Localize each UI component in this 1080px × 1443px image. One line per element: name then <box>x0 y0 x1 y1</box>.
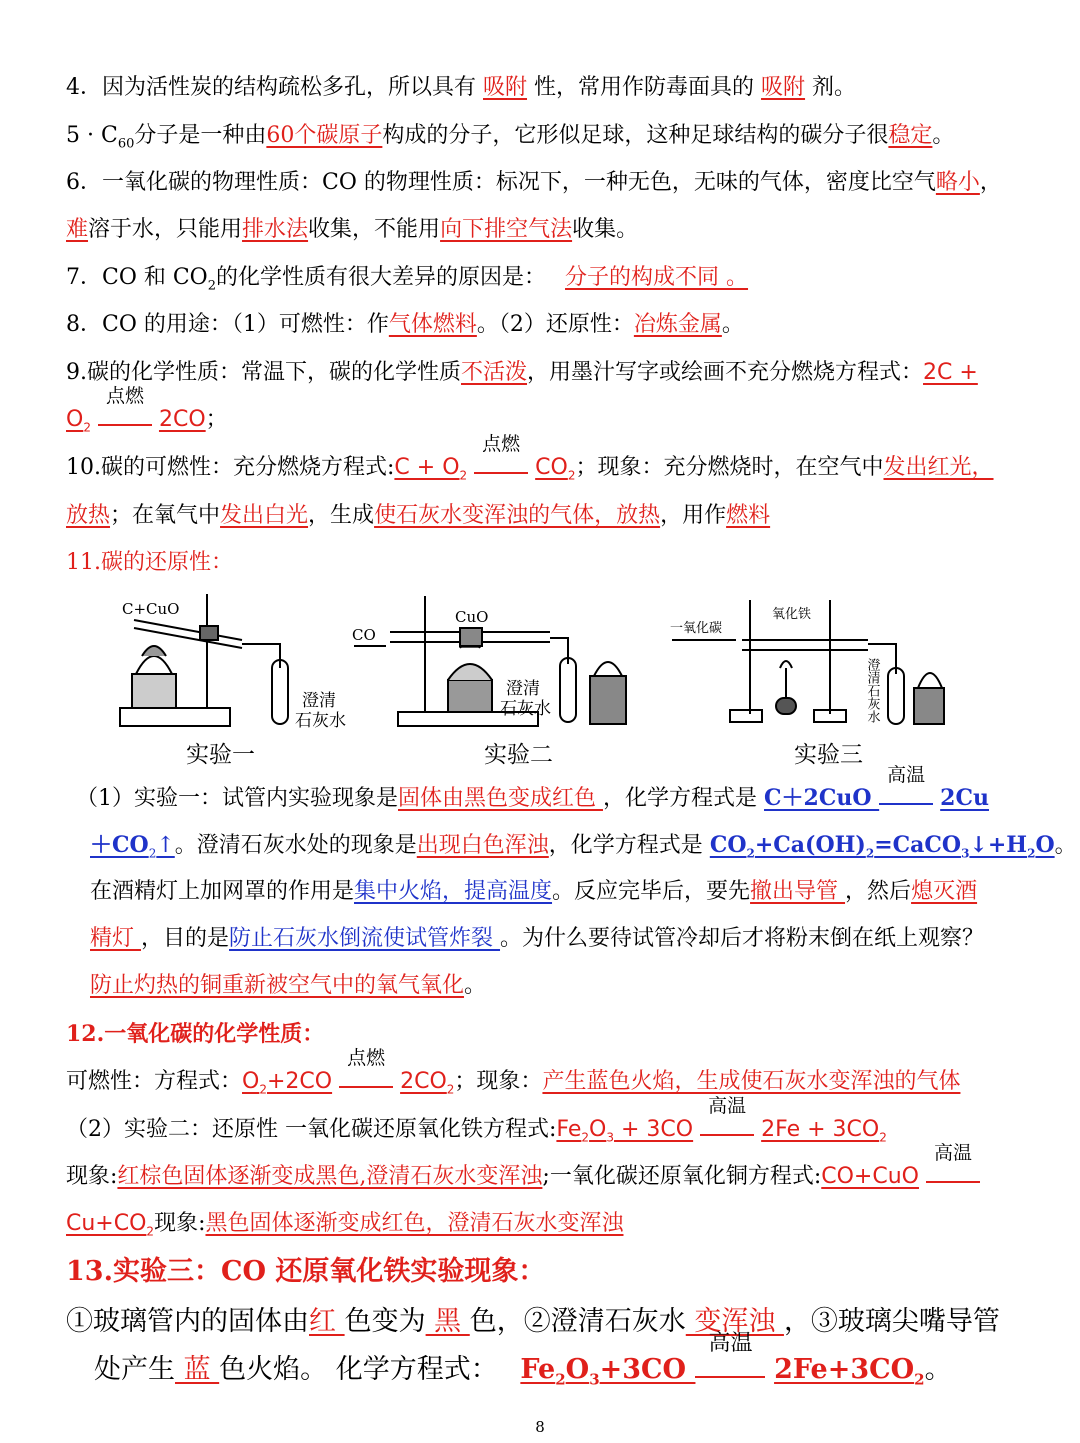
text: ，用作 <box>660 503 727 528</box>
answer-blank: 吸附 <box>483 75 528 100</box>
equation-answer <box>520 1354 696 1389</box>
item-10 <box>66 433 1080 491</box>
condition-text: 点燃 <box>105 385 144 407</box>
experiment-1-q-cont <box>90 829 1080 869</box>
equation-answer <box>761 1117 887 1145</box>
experiment-2-cuo <box>66 1208 1080 1247</box>
answer-blank: 防止石灰水倒流使试管炸裂 <box>229 926 501 951</box>
text: 。反应完毕后，要先 <box>552 879 751 904</box>
limewater-label: 澄清 <box>302 691 336 711</box>
text: 5 · C <box>66 123 118 148</box>
answer-blank: Cu+CO <box>66 1211 147 1236</box>
text: 可燃性：方程式： <box>66 1069 243 1094</box>
equation-answer <box>709 832 1055 861</box>
condition-text: 点燃 <box>347 1047 386 1069</box>
subscript: 3 <box>961 846 970 861</box>
item-8 <box>66 309 1080 341</box>
answer-blank: 分子的构成不同 。 <box>565 265 749 290</box>
text: 分子是一种由 <box>134 123 267 148</box>
answer-blank: 熄灭酒 <box>911 879 978 904</box>
text: 色火焰。 化学方程式： <box>219 1354 498 1385</box>
subscript: 3 <box>606 1130 615 1145</box>
answer-blank: 60个碳原子 <box>266 123 383 148</box>
experiment-2-caption: 实验二 <box>484 742 553 768</box>
text: ，生成 <box>308 503 375 528</box>
answer-blank: 精灯 <box>90 926 141 951</box>
text: ；现象： <box>454 1069 543 1094</box>
answer-blank: C＋2CuO <box>764 785 880 811</box>
section-12-heading <box>66 1018 1080 1050</box>
reaction-condition <box>695 1331 765 1378</box>
text: 。 <box>924 1354 952 1385</box>
answer-blank: ↑ <box>156 833 175 858</box>
limewater-label-2: 石灰水 <box>295 711 346 731</box>
experiment-3-caption: 实验三 <box>794 742 863 768</box>
heading-text: 11.碳的还原性： <box>66 550 233 575</box>
text: 9.碳的化学性质：常温下，碳的化学性质 <box>66 360 461 385</box>
answer-blank: 红棕色固体逐渐变成黑色,澄清石灰水变浑浊 <box>117 1164 543 1189</box>
subscript: 2 <box>259 1082 267 1097</box>
experiment-3-phenomenon <box>66 1302 1080 1342</box>
text: 色，②澄清石灰水 <box>469 1306 686 1337</box>
answer-blank: CO+CuO <box>821 1164 919 1189</box>
subscript: 2 <box>555 1370 566 1389</box>
section-13-heading <box>66 1252 1080 1292</box>
item-9-equation <box>66 385 1080 443</box>
text: 8．CO 的用途：（1）可燃性：作 <box>66 312 389 337</box>
answer-blank: CO <box>535 455 568 480</box>
answer-blank: O <box>66 407 84 432</box>
answer-blank: C + O <box>394 455 460 480</box>
subscript: 2 <box>581 1130 590 1145</box>
item-5 <box>66 120 1080 160</box>
experiment-1-answer <box>90 970 1080 1002</box>
text: 4．因为活性炭的结构疏松多孔，所以具有 <box>66 75 476 100</box>
gas-label: CO <box>352 626 376 644</box>
answer-blank: 撤出导管 <box>750 879 846 904</box>
answer-blank: 不活泼 <box>461 360 528 385</box>
text: 收集，不能用 <box>308 217 441 242</box>
answer-blank: 出现白色浑浊 <box>416 833 549 858</box>
subscript: 2 <box>146 1224 155 1239</box>
subscript: 3 <box>589 1370 600 1389</box>
heading-text: 12.一氧化碳的化学性质： <box>66 1021 325 1047</box>
text: 溶于水，只能用 <box>88 217 243 242</box>
reaction-condition <box>98 385 152 426</box>
text: 6．一氧化碳的物理性质：CO 的物理性质：标况下，一种无色，无味的气体，密度比空气 <box>66 170 936 195</box>
text: （1）实验一：试管内实验现象是 <box>76 786 398 811</box>
reaction-condition <box>339 1047 393 1088</box>
answer-blank: 黑 <box>425 1306 470 1337</box>
text: 现象: <box>154 1211 206 1236</box>
answer-blank: 防止灼热的铜重新被空气中的氧气氧化 <box>90 973 465 998</box>
text: ；在氧气中 <box>110 503 221 528</box>
subscript: 2 <box>914 1370 925 1389</box>
text: 。 <box>464 973 487 998</box>
eq-part: 2Fe + 3CO <box>761 1117 880 1142</box>
answer-blank: 红 <box>309 1306 345 1337</box>
subscript: 2 <box>865 846 875 861</box>
eq-part: +Ca(OH) <box>754 832 866 858</box>
text: 构成的分子，它形似足球，这种足球结构的碳分子很 <box>382 123 889 148</box>
text: 。为什么要待试管冷却后才将粉末倒在纸上观察？ <box>500 926 985 951</box>
text: 。 <box>932 123 955 148</box>
reaction-condition <box>474 433 528 474</box>
condition-text: 点燃 <box>482 433 521 455</box>
text: ，然后 <box>845 879 912 904</box>
experiment-3-apparatus <box>668 588 968 738</box>
answer-blank: 冶炼金属 <box>633 312 722 337</box>
subscript: 2 <box>746 846 755 861</box>
text: 色变为 <box>344 1306 426 1337</box>
text: ，目的是 <box>141 926 230 951</box>
text: 7．CO 和 CO <box>66 265 208 290</box>
eq-part: O <box>1035 832 1055 858</box>
eq-part: + 3CO <box>614 1117 694 1142</box>
answer-blank: 略小 <box>935 170 980 195</box>
co-combustion <box>66 1047 1080 1105</box>
subscript: 2 <box>207 278 217 294</box>
subscript: 60 <box>117 136 135 152</box>
item-6 <box>66 167 1080 199</box>
experiment-1-purpose <box>90 923 1080 955</box>
reactant-label: C+CuO <box>122 600 180 618</box>
subscript: 2 <box>83 420 91 435</box>
answer-blank: 发出白光 <box>220 503 309 528</box>
item-9 <box>66 357 1080 389</box>
text: ;一氧化碳还原氧化铜方程式: <box>542 1164 822 1189</box>
text: 。澄清石灰水处的现象是 <box>174 833 417 858</box>
text: 。 <box>1054 833 1077 858</box>
text: ， <box>979 170 1002 195</box>
limewater-label: 澄清石灰水 <box>864 658 880 723</box>
eq-part: 2Fe+3CO <box>774 1354 915 1385</box>
equation-answer <box>556 1117 694 1145</box>
subscript: 2 <box>567 468 576 483</box>
reaction-condition <box>700 1095 754 1136</box>
eq-part: CO <box>709 832 747 858</box>
subscript: 2 <box>459 468 468 483</box>
answer-blank: 发出红光， <box>883 455 994 480</box>
experiment-2-apparatus <box>350 588 650 738</box>
gas-label: 一氧化碳 <box>670 621 723 636</box>
eq-part: =CaCO <box>874 832 962 858</box>
item-7 <box>66 262 1080 302</box>
text: 性，常用作防毒面具的 <box>534 75 755 100</box>
text: ①玻璃管内的固体由 <box>66 1306 309 1337</box>
subscript: 2 <box>148 846 157 861</box>
text: ，化学方程式是 <box>548 833 703 858</box>
text: 处产生 <box>94 1354 175 1385</box>
text: 。（2）还原性： <box>476 312 634 337</box>
answer-blank: 使石灰水变浑浊的气体，放热 <box>374 503 661 528</box>
eq-part: O <box>565 1354 590 1385</box>
answer-blank: 难 <box>66 217 89 242</box>
text: 的化学性质有很大差异的原因是： <box>216 265 547 290</box>
page-number: 8 <box>535 1418 545 1436</box>
answer-blank: 2CO <box>158 407 206 432</box>
condition-text: 高温 <box>887 764 926 786</box>
answer-blank: 排水法 <box>242 217 309 242</box>
answer-blank: 吸附 <box>761 75 806 100</box>
eq-part: Fe <box>556 1117 582 1142</box>
answer-blank: 蓝 <box>175 1354 220 1385</box>
eq-part: O <box>589 1117 607 1142</box>
condition-text: 高温 <box>708 1331 753 1356</box>
text: 10.碳的可燃性：充分燃烧方程式: <box>66 455 395 480</box>
text: 在酒精灯上加网罩的作用是 <box>90 879 355 904</box>
experiment-3-equation <box>94 1331 1080 1399</box>
answer-blank: 产生蓝色火焰，生成使石灰水变浑浊的气体 <box>542 1069 961 1094</box>
answer-blank: 2C + <box>923 360 978 385</box>
answer-blank: 2Cu <box>940 785 989 811</box>
text: ，③玻璃尖嘴导管 <box>783 1306 1000 1337</box>
text: ；现象：充分燃烧时，在空气中 <box>575 455 884 480</box>
answer-blank: +2CO <box>266 1069 333 1094</box>
reaction-condition <box>879 764 933 805</box>
text: 收集。 <box>572 217 639 242</box>
reaction-condition <box>926 1142 980 1183</box>
subscript: 2 <box>1027 846 1036 861</box>
text: （2）实验二：还原性 一氧化碳还原氧化铁方程式: <box>66 1117 557 1142</box>
condition-text: 高温 <box>708 1095 747 1117</box>
experiment-1-net <box>90 876 1080 908</box>
answer-blank: 燃料 <box>726 503 771 528</box>
subscript: 2 <box>879 1130 887 1145</box>
text: ，用墨汁写字或绘画不充分燃烧方程式： <box>527 360 924 385</box>
answer-blank: 固体由黑色变成红色 <box>398 786 603 811</box>
reactant-label: 氧化铁 <box>772 607 812 622</box>
reactant-label: CuO <box>455 608 489 626</box>
experiment-1-apparatus <box>112 588 362 738</box>
text: 剂。 <box>812 75 857 100</box>
answer-blank: 气体燃料 <box>388 312 477 337</box>
equation-answer <box>774 1354 925 1389</box>
item-10-cont <box>66 500 1080 532</box>
answer-blank: 向下排空气法 <box>440 217 573 242</box>
answer-blank: 放热 <box>66 503 111 528</box>
answer-blank: 稳定 <box>888 123 933 148</box>
heading-text: 13.实验三：CO 还原氧化铁实验现象： <box>66 1256 546 1287</box>
text: ； <box>205 407 228 432</box>
answer-blank: O <box>242 1069 260 1094</box>
text: ，化学方程式是 <box>603 786 758 811</box>
answer-blank: 集中火焰，提高温度 <box>354 879 553 904</box>
answer-blank: 变浑浊 <box>685 1306 784 1337</box>
text: 现象: <box>66 1164 118 1189</box>
experiment-1-caption: 实验一 <box>186 742 255 768</box>
answer-blank: 黑色固体逐渐变成红色，澄清石灰水变浑浊 <box>205 1211 624 1236</box>
eq-part: Fe <box>520 1354 556 1385</box>
subscript: 2 <box>446 1082 455 1097</box>
condition-text: 高温 <box>933 1142 972 1164</box>
answer-blank: 2CO <box>400 1069 447 1094</box>
answer-blank: ＋CO <box>90 832 149 858</box>
eq-part: +3CO <box>599 1354 696 1385</box>
experiment-1-q <box>76 764 1080 815</box>
eq-part: ↓+H <box>969 832 1028 858</box>
limewater-label-2: 石灰水 <box>500 699 551 719</box>
experiment-2-phenomenon <box>66 1142 1080 1193</box>
limewater-label: 澄清 <box>506 679 540 699</box>
item-4 <box>66 72 1080 104</box>
section-11-heading <box>66 547 1080 579</box>
item-6-cont <box>66 214 1080 246</box>
text: 。 <box>721 312 744 337</box>
